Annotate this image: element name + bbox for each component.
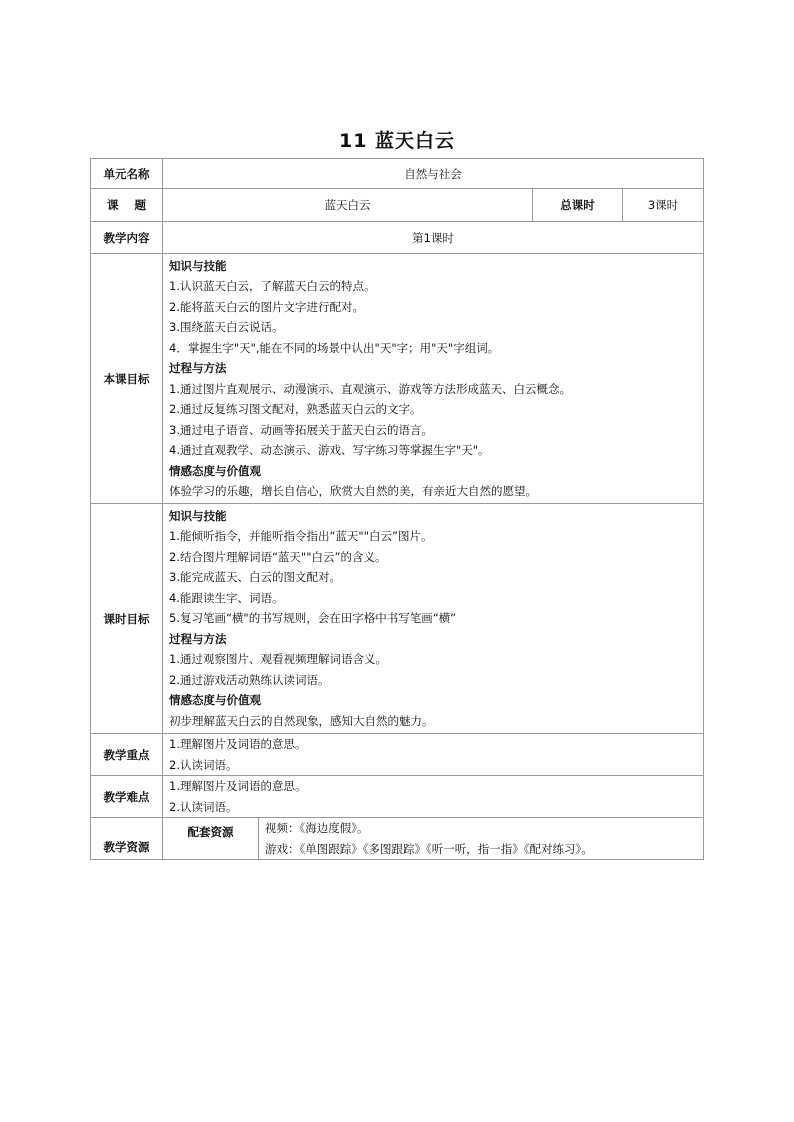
resources-label: 教学资源 [91,818,163,860]
goal-item: 1.能倾听指令，并能听指令指出“蓝天""白云”图片。 [169,529,433,544]
difficulties-label: 教学难点 [91,776,163,818]
goal-item: 4．掌握生字"天",能在不同的场景中认出"天"字；用"天"字组词。 [169,340,500,355]
unit-value: 自然与社会 [163,159,704,189]
goal-item: 2.结合图片理解词语“蓝天""白云”的含义。 [169,549,387,564]
goal-item: 1.通过图片直观展示、动漫演示、直观演示、游戏等方法形成蓝天、白云概念。 [169,381,571,396]
resources-row [91,818,704,860]
difficulty-item: 1.理解图片及词语的意思。 [169,779,307,793]
goal-item: 4.能跟读生字、词语。 [169,590,284,605]
goal-item: 1.通过观察图片、观看视频理解词语含义。 [169,652,387,667]
goal-item: 5.复习笔画“横"的书写规则，会在田字格中书写笔画“横” [169,611,457,626]
goal-item: 3.能完成蓝天、白云的图文配对。 [169,570,341,585]
section-heading: 过程与方法 [169,361,227,375]
goal-item: 2.通过反复练习图文配对，熟悉蓝天白云的文字。 [169,402,422,416]
page-title: 11 蓝天白云 [338,130,456,152]
section-heading: 情感态度与价值观 [169,693,261,708]
key-point-item: 1.理解图片及词语的意思。 [169,737,307,751]
section-heading: 过程与方法 [169,631,227,646]
difficulties-content [163,776,704,818]
section-heading: 知识与技能 [169,508,227,523]
resources-sub-label: 配套资源 [163,818,259,860]
unit-label: 单元名称 [91,159,163,189]
period-goals-row [91,504,704,734]
content-row [91,222,704,254]
goal-item: 3.围绕蓝天白云说话。 [169,320,284,334]
goal-item: 2.能将蓝天白云的图片文字进行配对。 [169,299,364,314]
key-points-content [163,734,704,776]
goal-item: 1.认识蓝天白云，了解蓝天白云的特点。 [169,279,376,293]
lesson-row [91,189,704,222]
period-goals-content [163,504,704,734]
goal-item: 3.通过电子语音、动画等拓展关于蓝天白云的语言。 [169,422,433,437]
goal-item: 体验学习的乐趣，增长自信心，欣赏大自然的美，有亲近大自然的愿望。 [169,484,537,498]
difficulties-row [91,776,704,818]
content-label: 教学内容 [91,222,163,254]
difficulty-item: 2.认读词语。 [169,799,238,814]
course-goals-content [163,254,704,504]
content-value: 第1课时 [163,222,704,254]
total-hours-value: 3课时 [623,189,704,222]
goal-item: 4.通过直观教学、动态演示、游戏、写字练习等掌握生字"天"。 [169,443,490,457]
lesson-label: 课 题 [91,189,163,222]
key-points-row [91,734,704,776]
course-goals-row [91,254,704,504]
key-point-item: 2.认读词语。 [169,757,238,772]
key-points-label: 教学重点 [91,734,163,776]
lesson-plan-table [90,158,704,860]
period-goals-label: 课时目标 [91,504,163,734]
goal-item: 初步理解蓝天白云的自然现象，感知大自然的魅力。 [169,713,434,728]
unit-row [91,159,704,189]
lesson-value: 蓝天白云 [163,189,533,222]
total-hours-label: 总课时 [533,189,623,222]
section-heading: 知识与技能 [169,258,227,273]
goal-item: 2.通过游戏活动熟练认读词语。 [169,672,330,687]
course-goals-label: 本课目标 [91,254,163,504]
section-heading: 情感态度与价值观 [169,463,261,478]
resources-content [259,818,704,860]
resource-item: 视频：《海边度假》。 [265,821,369,835]
resource-item: 游戏：《单图跟踪》《多图跟踪》《听一听，指一指》《配对练习》。 [265,841,593,856]
